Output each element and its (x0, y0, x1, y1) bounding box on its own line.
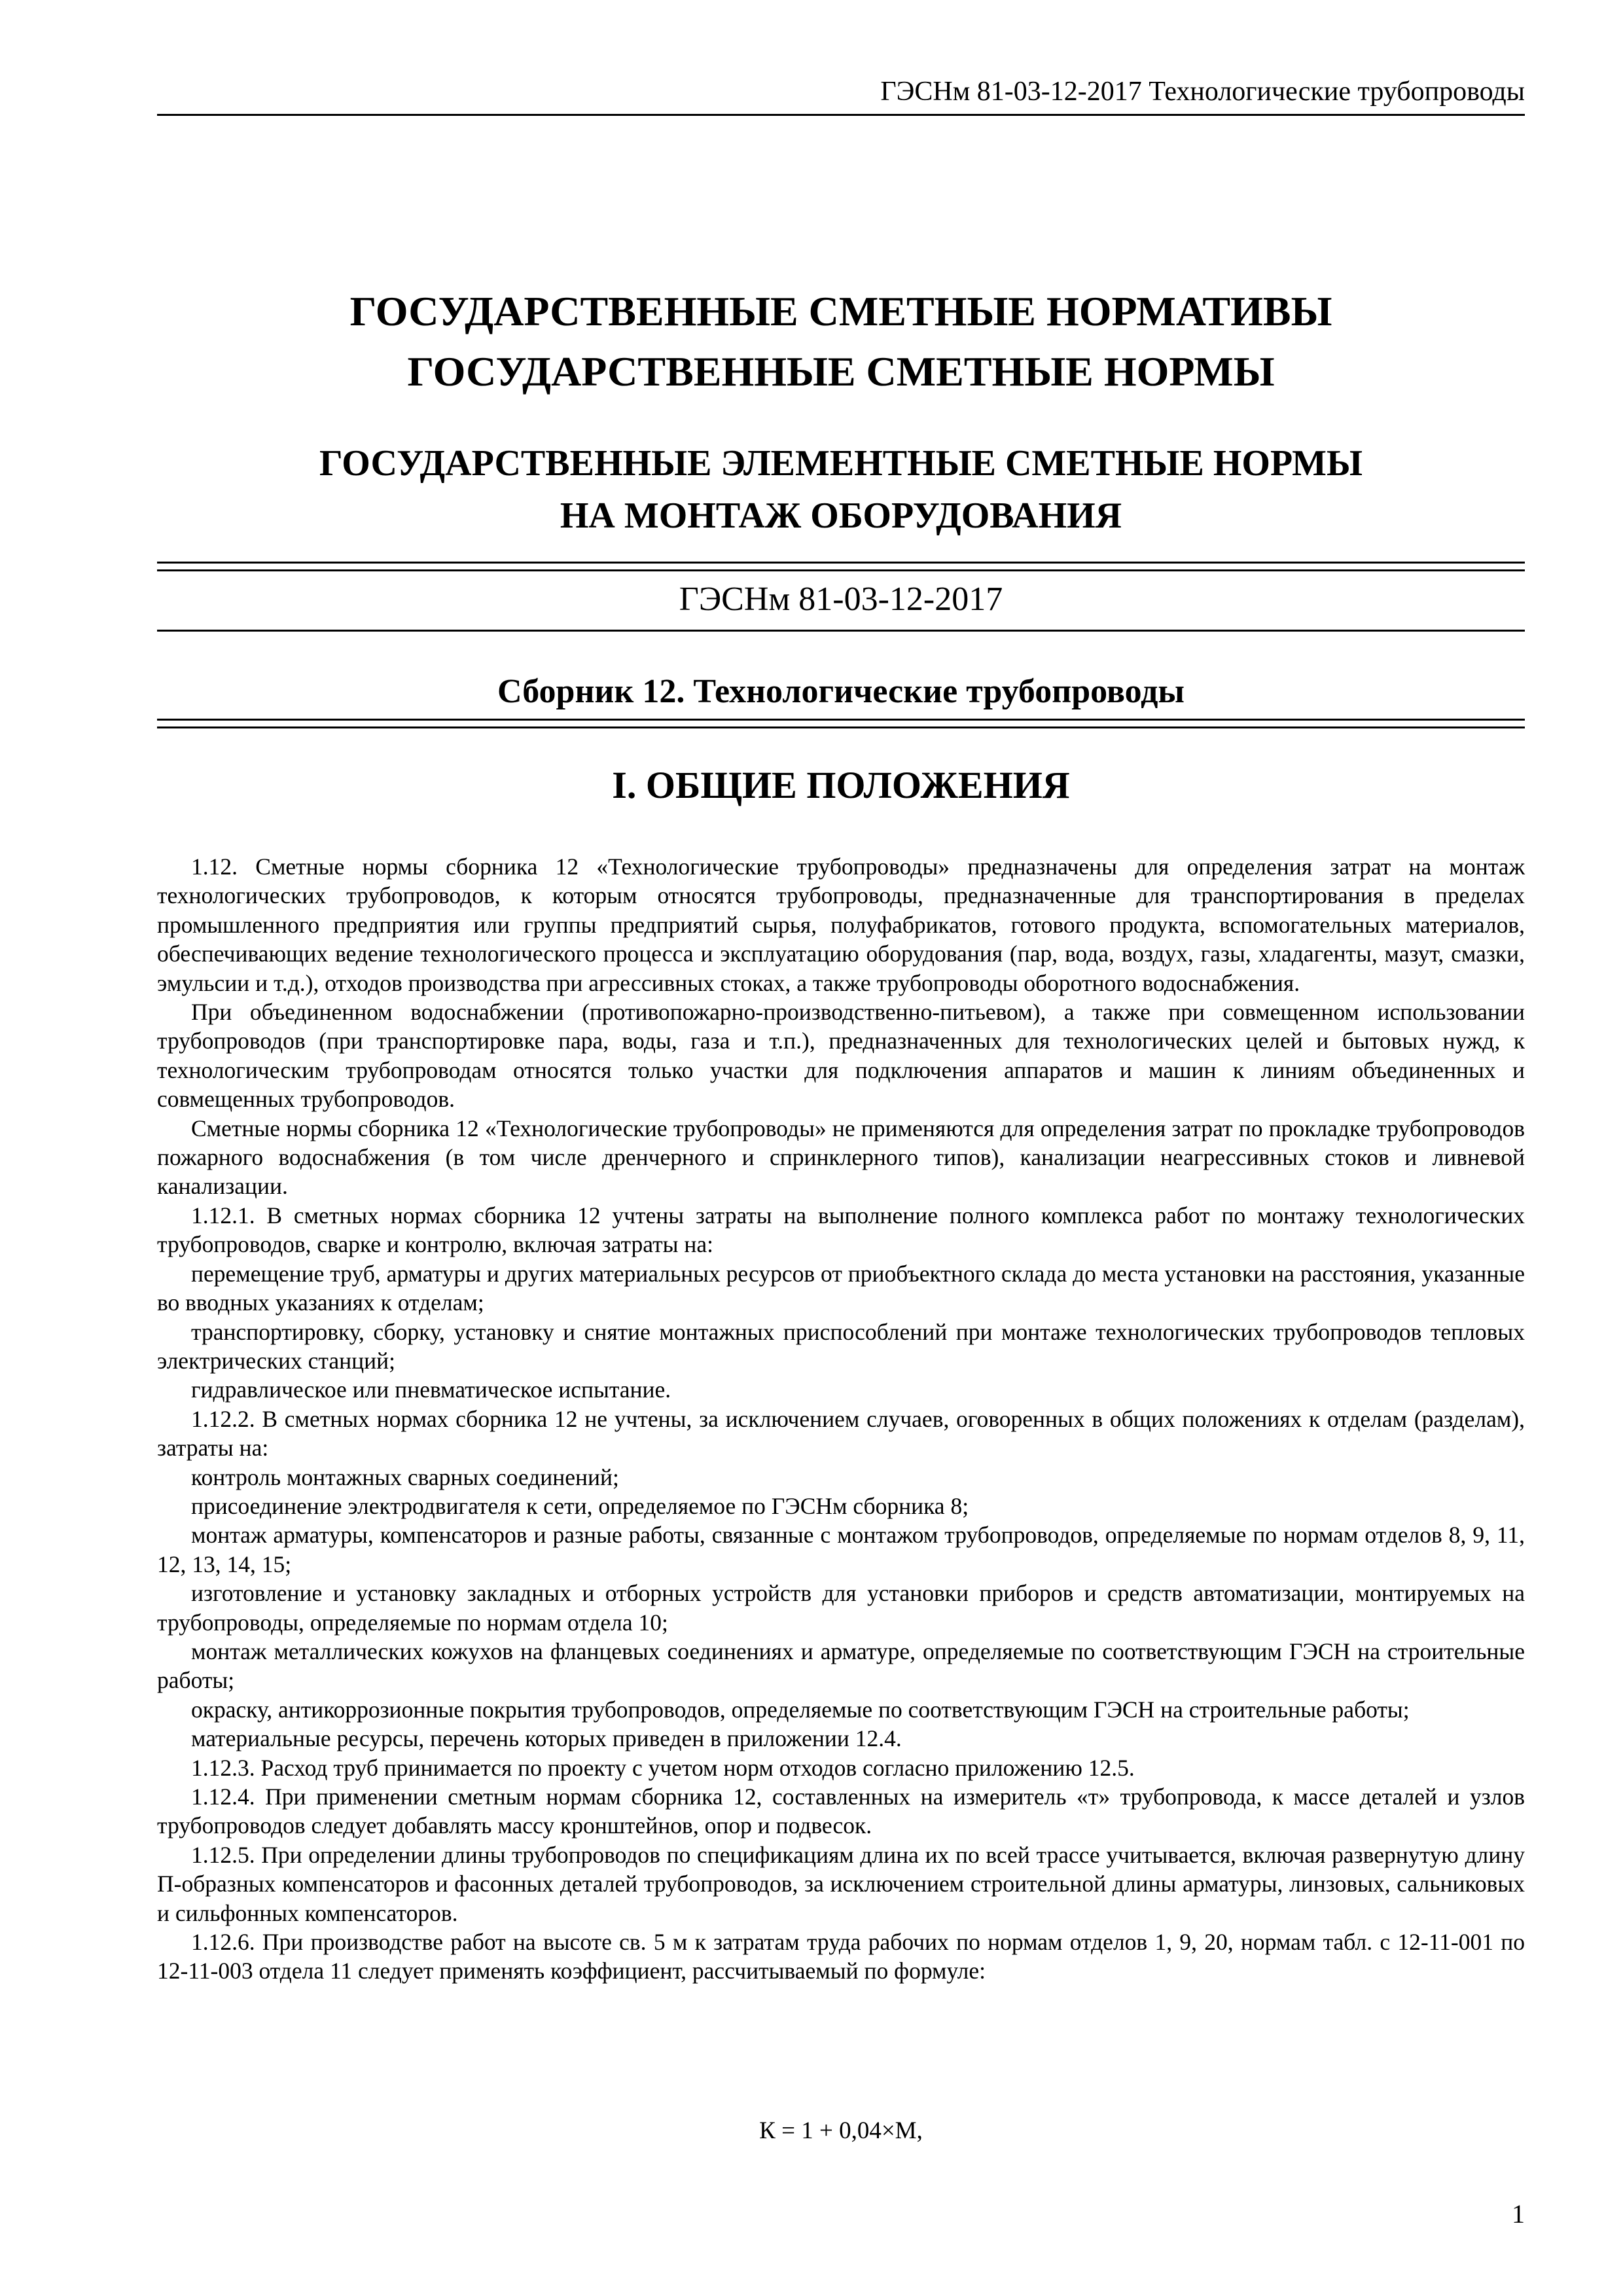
divider-top-second (157, 569, 1525, 571)
paragraph: 1.12.2. В сметных нормах сборника 12 не учтены, за исключением случаев, оговоренных в общих положениях к отделам (разделам), затраты на: (157, 1405, 1525, 1462)
document-subtitle (157, 437, 1525, 542)
divider-collection-second (157, 726, 1525, 728)
divider-top (157, 562, 1525, 564)
running-header: ГЭСНм 81-03-12-2017 Технологические трубопроводы (157, 73, 1525, 116)
paragraph: Сметные нормы сборника 12 «Технологические трубопроводы» не применяются для определения затрат по прокладке трубопроводов пожарного водоснабжения (в том числе дренчерного и спринклерного типов), канализации неагрессивных стоков и ливневой канализации. (157, 1115, 1525, 1200)
document-code: ГЭСНм 81-03-12-2017 (679, 581, 1003, 618)
paragraph: окраску, антикоррозионные покрытия трубопроводов, определяемые по соответствующим ГЭСН на строительные работы; (191, 1696, 1410, 1723)
paragraph: материальные ресурсы, перечень которых приведен в приложении 12.4. (191, 1725, 902, 1752)
paragraph: 1.12.5. При определении длины трубопроводов по спецификациям длина их по всей трассе учитывается, включая развернутую длину П-образных компенсаторов и фасонных деталей трубопроводов, за исключением строительной длины арматуры, линзовых, сальниковых и сильфонных компенсаторов. (157, 1841, 1525, 1926)
paragraph: 1.12. Сметные нормы сборника 12 «Технологические трубопроводы» предназначены для определения затрат на монтаж технологических трубопроводов, к которым относятся трубопроводы, предназначенные для транспортирования в пределах промышленного предприятия или группы предприятий сырья, полуфабрикатов, готового продукта, вспомогательных материалов, обеспечивающих ведение технологического процесса и эксплуатацию оборудования (пар, вода, воздух, газы, хладагенты, мазут, смазки, эмульсии и т.д.), отходов производства при агрессивных стоках, а также трубопроводы оборотного водоснабжения. (157, 853, 1525, 996)
collection-title: Сборник 12. Технологические трубопроводы (497, 673, 1185, 710)
section-title: I. ОБЩИЕ ПОЛОЖЕНИЯ (612, 764, 1070, 806)
paragraph: гидравлическое или пневматическое испытание. (191, 1376, 671, 1403)
paragraph: изготовление и установку закладных и отборных устройств для установки приборов и средств автоматизации, монтируемых на трубопроводы, определяемые по нормам отдела 10; (157, 1580, 1525, 1636)
divider-code-bottom (157, 630, 1525, 632)
paragraph: контроль монтажных сварных соединений; (191, 1463, 619, 1490)
paragraph: присоединение электродвигателя к сети, определяемое по ГЭСНм сборника 8; (191, 1492, 969, 1519)
document-title (157, 281, 1525, 402)
formula: К = 1 + 0,04×М, (759, 2117, 923, 2144)
paragraph: монтаж арматуры, компенсаторов и разные работы, связанные с монтажом трубопроводов, определяемые по нормам отделов 8, 9, 11, 12, 13, 14, 15; (157, 1522, 1525, 1577)
paragraph: 1.12.1. В сметных нормах сборника 12 учтены затраты на выполнение полного комплекса работ по монтажу технологических трубопроводов, сварке и контролю, включая затраты на: (157, 1202, 1525, 1258)
paragraph: При объединенном водоснабжении (противопожарно-производственно-питьевом), а также при совмещенном использовании трубопроводов (при транспортировке пара, воды, газа и т.п.), предназначенных для технологических целей и бытовых нужд, к технологическим трубопроводам относятся только участки для подключения аппаратов и машин к линиям объединенных и совмещенных трубопроводов. (157, 999, 1525, 1113)
subtitle-line-1: ГОСУДАРСТВЕННЫЕ ЭЛЕМЕНТНЫЕ СМЕТНЫЕ НОРМЫ (319, 443, 1363, 484)
body-text (157, 852, 1525, 1986)
divider-collection (157, 719, 1525, 721)
title-line-1: ГОСУДАРСТВЕННЫЕ СМЕТНЫЕ НОРМАТИВЫ (349, 288, 1332, 334)
subtitle-line-2: НА МОНТАЖ ОБОРУДОВАНИЯ (560, 495, 1122, 536)
paragraph: 1.12.6. При производстве работ на высоте св. 5 м к затратам труда рабочих по нормам отделов 1, 9, 20, нормам табл. с 12-11-001 по 12-11-003 отдела 11 следует применять коэффициент, рассчитываемый по формуле: (157, 1929, 1525, 1984)
title-line-2: ГОСУДАРСТВЕННЫЕ СМЕТНЫЕ НОРМЫ (407, 348, 1275, 395)
paragraph: транспортировку, сборку, установку и снятие монтажных приспособлений при монтаже технологических трубопроводов тепловых электрических станций; (157, 1318, 1525, 1374)
page-number: 1 (1512, 2199, 1525, 2229)
paragraph: перемещение труб, арматуры и других материальных ресурсов от приобъектного склада до места установки на расстояния, указанные во вводных указаниях к отделам; (157, 1260, 1525, 1316)
paragraph: 1.12.4. При применении сметным нормам сборника 12, составленных на измеритель «т» трубопровода, к массе деталей и узлов трубопроводов следует добавлять массу кронштейнов, опор и подвесок. (157, 1784, 1525, 1839)
paragraph: монтаж металлических кожухов на фланцевых соединениях и арматуре, определяемые по соответствующим ГЭСН на строительные работы; (157, 1638, 1525, 1694)
paragraph: 1.12.3. Расход труб принимается по проекту с учетом норм отходов согласно приложению 12.5. (191, 1754, 1135, 1781)
